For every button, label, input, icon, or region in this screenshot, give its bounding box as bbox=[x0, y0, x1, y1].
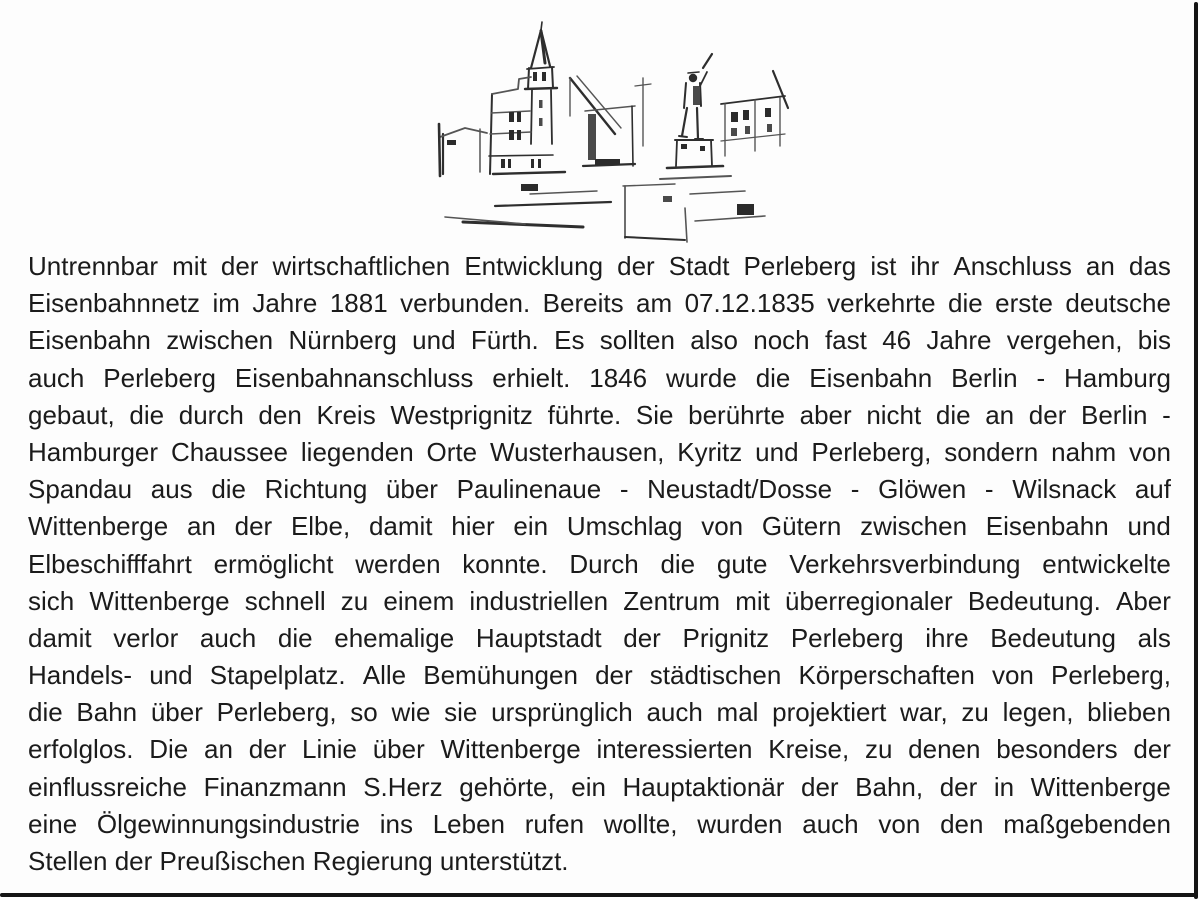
paragraph-line: die Bahn über Perleberg, so wie sie ursprünglich auch mal projektiert war, zu legen, blieben bbox=[28, 697, 1171, 728]
page-border-bottom bbox=[0, 893, 1196, 897]
paragraph-line: Handels- und Stapelplatz. Alle Bemühungen der städtischen Körperschaften von Perleberg, bbox=[28, 660, 1171, 691]
paragraph-line: sich Wittenberge schnell zu einem industriellen Zentrum mit überregionaler Bedeutung. Aber bbox=[28, 585, 1171, 616]
paragraph-line: erfolglos. Die an der Linie über Wittenberge interessierten Kreise, zu denen besonders der bbox=[28, 734, 1171, 765]
paragraph-line: einflussreiche Finanzmann S.Herz gehörte, ein Hauptaktionär der Bahn, der in Wittenberge bbox=[28, 771, 1171, 802]
paragraph-line: Untrennbar mit der wirtschaftlichen Entwicklung der Stadt Perleberg ist ihr Anschluss an das bbox=[28, 251, 1171, 281]
page-border-right bbox=[1194, 2, 1198, 899]
paragraph-line: eine Ölgewinnungsindustrie ins Leben rufen wollte, wurden auch von den maßgebenden bbox=[28, 808, 1171, 839]
paragraph-line: Eisenbahnnetz im Jahre 1881 verbunden. Bereits am 07.12.1835 verkehrte die erste deutsche bbox=[28, 288, 1171, 319]
paragraph-line: auch Perleberg Eisenbahnanschluss erhielt. 1846 wurde die Eisenbahn Berlin - Hamburg bbox=[28, 362, 1171, 393]
paragraph-line: Elbeschifffahrt ermöglicht werden konnte. Durch die gute Verkehrsverbindung entwickelte bbox=[28, 548, 1171, 579]
paragraph-line: Eisenbahn zwischen Nürnberg und Fürth. Es sollten also noch fast 46 Jahre vergehen, bis bbox=[28, 325, 1171, 356]
paragraph-line: damit verlor auch die ehemalige Hauptstadt der Prignitz Perleberg ihre Bedeutung als bbox=[28, 622, 1171, 653]
paragraph-line: Spandau aus die Richtung über Paulinenaue - Neustadt/Dosse - Glöwen - Wilsnack auf bbox=[28, 474, 1171, 505]
paragraph-line-last: Stellen der Preußischen Regierung unterstützt. bbox=[28, 846, 569, 876]
paragraph-line: Hamburger Chaussee liegenden Orte Wusterhausen, Kyritz und Perleberg, sondern nahm von bbox=[28, 436, 1171, 467]
paragraph-line: Wittenberge an der Elbe, damit hier ein Umschlag von Gütern zwischen Eisenbahn und bbox=[28, 511, 1171, 542]
town-sketch-illustration bbox=[435, 16, 790, 250]
body-paragraph bbox=[28, 248, 1171, 880]
paragraph-line: gebaut, die durch den Kreis Westprignitz führte. Sie berührte aber nicht die an der Berlin - bbox=[28, 399, 1171, 430]
